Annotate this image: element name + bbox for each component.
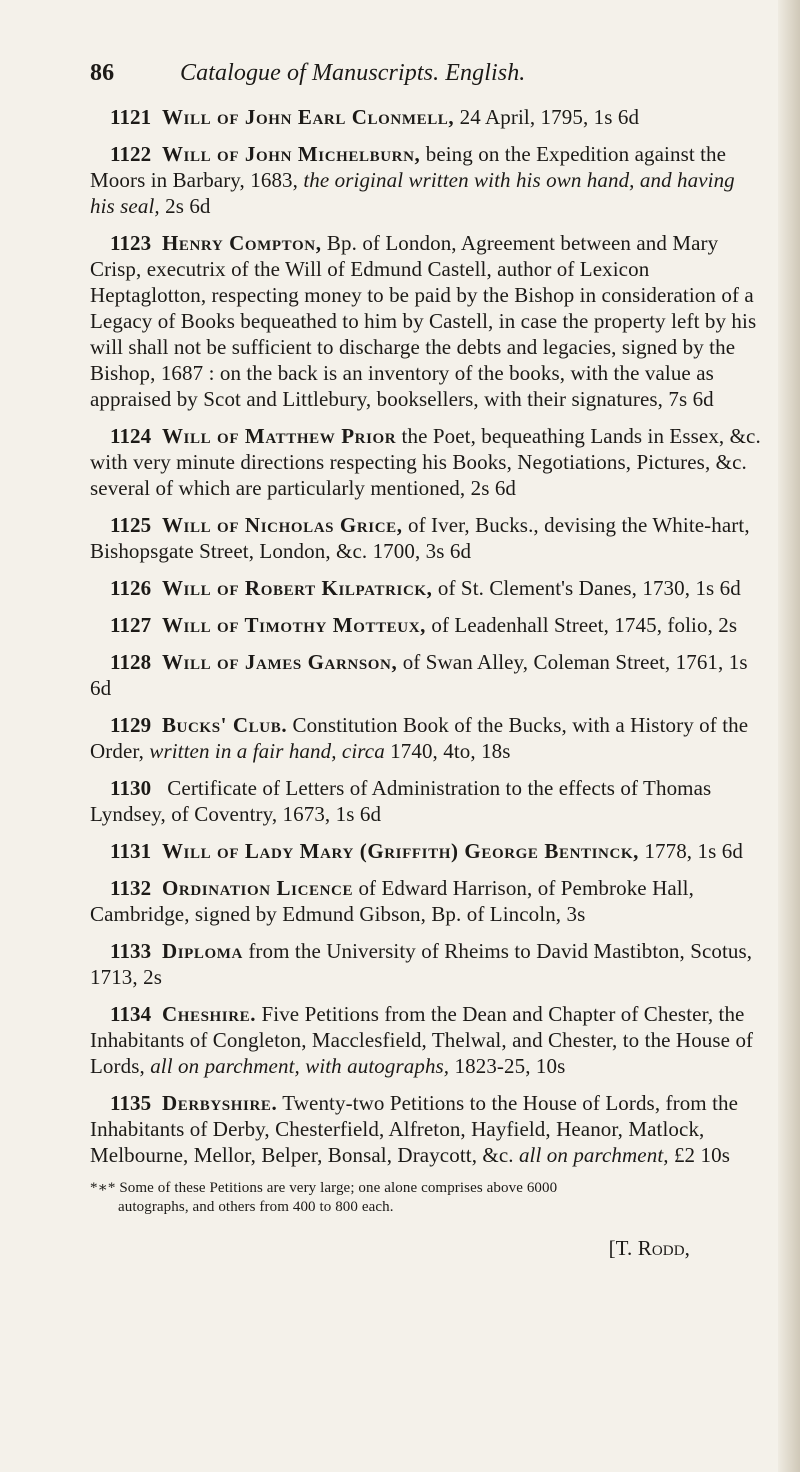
entry-italic: all on parchment, with autographs, [150, 1054, 450, 1078]
page-header [90, 60, 764, 96]
catalogue-entry [90, 612, 764, 638]
entry-heading: Bucks' Club. [161, 713, 288, 737]
entry-italic: all on parchment, [518, 1143, 669, 1167]
catalogue-entry [90, 1001, 764, 1079]
entry-heading: Will of John Earl Clonmell, [161, 105, 455, 129]
catalogue-entry [90, 938, 764, 990]
catalogue-entry [90, 775, 764, 827]
entry-number: 1129 [110, 713, 152, 737]
entry-text: 1778, 1s 6d [639, 839, 743, 863]
catchword [90, 1235, 764, 1261]
entry-text: Five Petitions from the Dean and Chapter of Chester, the Inhabitants of Congleton, Macclesfield, Thelwal, and Chester, to the House of Lords, [90, 1002, 754, 1078]
entry-text: the Poet, bequeathing Lands in Essex, &c. with very minute directions respecting his Books, Negotiations, Pictures, &c. several of which are particularly mentioned, 2s 6d [90, 424, 761, 500]
entry-heading: Ordination Licence [161, 876, 354, 900]
entry-text: Twenty-two Petitions to the House of Lords, from the Inhabitants of Derby, Chesterfield, Alfreton, Hayfield, Heanor, Matlock, Melbourne, Mellor, Belper, Bonsal, Draycott, &c. [90, 1091, 739, 1167]
entry-heading: Diploma [161, 939, 243, 963]
catalogue-entry [90, 104, 764, 130]
entry-number: 1131 [110, 839, 152, 863]
entry-heading: Will of Matthew Prior [161, 424, 397, 448]
entry-text: of Leadenhall Street, 1745, folio, 2s [426, 613, 738, 637]
catalogue-entry [90, 712, 764, 764]
entry-number: 1126 [110, 576, 152, 600]
page-number: 86 [90, 60, 115, 86]
entry-text: of Edward Harrison, of Pembroke Hall, Cambridge, signed by Edmund Gibson, Bp. of Lincoln, 3s [90, 876, 694, 926]
entry-text: of Swan Alley, Coleman Street, 1761, 1s 6d [90, 650, 748, 700]
entry-heading: Derbyshire. [161, 1091, 278, 1115]
entry-price: 1823-25, 10s [449, 1054, 566, 1078]
catalogue-entry [90, 423, 764, 501]
entry-number: 1127 [110, 613, 152, 637]
entry-heading: Will of Lady Mary (Griffith) George Bentinck, [161, 839, 640, 863]
catalogue-entry [90, 230, 764, 412]
catalogue-page [90, 60, 764, 1261]
footnote-asterism: *∗* [90, 1180, 116, 1196]
entry-price: 2s 6d [159, 194, 211, 218]
catalogue-entry [90, 575, 764, 601]
catalogue-entry [90, 141, 764, 219]
entry-italic: the original written with his own hand, and having his seal, [90, 168, 735, 218]
entry-text: Constitution Book of the Bucks, with a History of the Order, [90, 713, 749, 763]
entry-heading: Will of Nicholas Grice, [161, 513, 403, 537]
catalogue-entry [90, 512, 764, 564]
entry-italic: written in a fair hand, circa [149, 739, 385, 763]
entry-number: 1135 [110, 1091, 152, 1115]
entry-heading: Will of James Garnson, [161, 650, 398, 674]
catalogue-entry [90, 838, 764, 864]
entry-number: 1134 [110, 1002, 152, 1026]
entry-number: 1123 [110, 231, 152, 255]
entry-text: from the University of Rheims to David Mastibton, Scotus, 1713, 2s [90, 939, 753, 989]
entry-heading: Will of Timothy Motteux, [161, 613, 426, 637]
entry-text: being on the Expedition against the Moors in Barbary, 1683, [90, 142, 727, 192]
entry-number: 1125 [110, 513, 152, 537]
entry-text: Certificate of Letters of Administration to the effects of Thomas Lyndsey, of Coventry, 1673, 1s 6d [90, 776, 712, 826]
entry-list [90, 104, 764, 1168]
catalogue-entry [90, 649, 764, 701]
entry-number: 1122 [110, 142, 152, 166]
page-title: Catalogue of Manuscripts. English. [180, 60, 526, 86]
footnote-line-2: autographs, and others from 400 to 800 each. [118, 1199, 394, 1215]
catchword-word: Rodd, [637, 1236, 690, 1260]
entry-number: 1130 [110, 776, 152, 800]
entry-price: 1740, 4to, 18s [384, 739, 511, 763]
catalogue-entry [90, 875, 764, 927]
entry-number: 1132 [110, 876, 152, 900]
entry-price: £2 10s [668, 1143, 730, 1167]
page-edge-shadow [778, 0, 800, 1472]
entry-heading: Henry Compton, [161, 231, 322, 255]
entry-text: 24 April, 1795, 1s 6d [454, 105, 640, 129]
footnote [90, 1179, 764, 1217]
entry-number: 1128 [110, 650, 152, 674]
entry-heading: Cheshire. [161, 1002, 257, 1026]
entry-number: 1121 [110, 105, 152, 129]
entry-heading: Will of Robert Kilpatrick, [161, 576, 433, 600]
entry-text: Bp. of London, Agreement between and Mary Crisp, executrix of the Will of Edmund Castell, author of Lexicon Heptaglotton, respecting money to be paid by the Bishop in consideration of a Legacy of Books bequeathed to him by Castell, in case the property left by his will shall not be sufficient to discharge the debts and legacies, signed by the Bishop, 1687 : on the back is an inventory of the books, with the value as appraised by Scot and Littlebury, booksellers, with their signatures, 7s 6d [90, 231, 757, 411]
catchword-prefix: [T. [608, 1236, 633, 1260]
entry-number: 1133 [110, 939, 152, 963]
entry-text: of Iver, Bucks., devising the White-hart, Bishopsgate Street, London, &c. 1700, 3s 6d [90, 513, 750, 563]
entry-text: of St. Clement's Danes, 1730, 1s 6d [432, 576, 741, 600]
entry-heading: Will of John Michelburn, [161, 142, 421, 166]
entry-number: 1124 [110, 424, 152, 448]
catalogue-entry [90, 1090, 764, 1168]
footnote-line-1: Some of these Petitions are very large; one alone comprises above 6000 [119, 1180, 558, 1196]
